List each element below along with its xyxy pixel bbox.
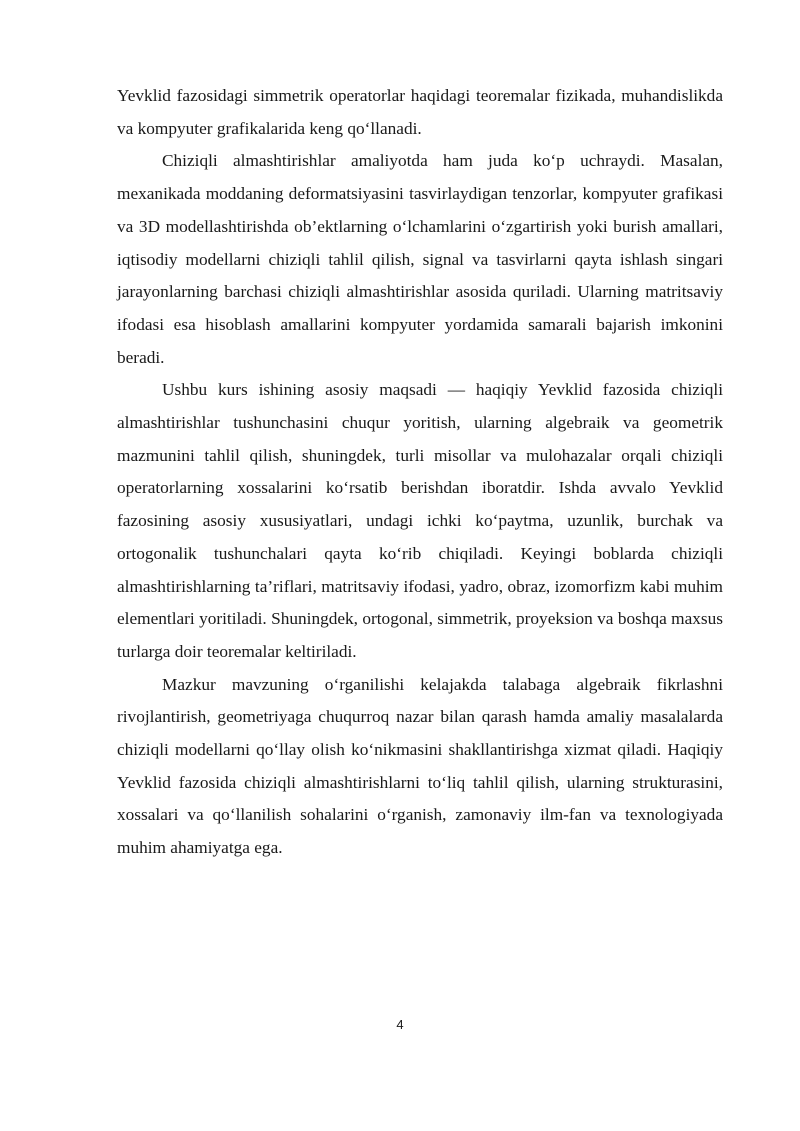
paragraph-course-goal: Ushbu kurs ishining asosiy maqsadi — haqiqiy Yevklid fazosida chiziqli almashtirishlar tushunchasini chuqur yoritish, ularning algebraik va geometrik mazmunini tahlil qilish, shuningdek, turli misollar va mulohazalar orqali chiziqli operatorlarning xossalarini ko‘rsatib berishdan iboratdir. Ishda avvalo Yevklid fazosining asosiy xususiyatlari, undagi ichki ko‘paytma, uzunlik, burchak va ortogonalik tushunchalari qayta ko‘rib chiqiladi. Keyingi boblarda chiziqli almashtirishlarning ta’riflari, matritsaviy ifodasi, yadro, obraz, izomorfizm kabi muhim elementlari yoritiladi. Shuningdek, ortogonal, simmetrik, proyeksion va boshqa maxsus turlarga doir teoremalar keltiriladi. xyxy=(117,380,723,661)
paragraph-continued: Yevklid fazosidagi simmetrik operatorlar haqidagi teoremalar fizikada, muhandislikda va kompyuter grafikalarida keng qo‘llanadi. xyxy=(117,86,723,138)
paragraph-significance: Mazkur mavzuning o‘rganilishi kelajakda talabaga algebraik fikrlashni rivojlantirish, geometriyaga chuqurroq nazar bilan qarash hamda amaliy masalalarda chiziqli modellarni qo‘llay olish ko‘nikmasini shakllantirishga xizmat qiladi. Haqiqiy Yevklid fazosida chiziqli almashtirishlarni to‘liq tahlil qilish, ularning strukturasini, xossalari va qo‘llanilish sohalarini o‘rganish, zamonaviy ilm-fan va texnologiyada muhim ahamiyatga ega. xyxy=(117,674,723,858)
body-text xyxy=(117,80,723,865)
page-number: 4 xyxy=(396,1017,404,1032)
paragraph-applications: Chiziqli almashtirishlar amaliyotda ham juda ko‘p uchraydi. Masalan, mexanikada moddaning deformatsiyasini tasvirlaydigan tenzorlar, kompyuter grafikasi va 3D modellashtirishda ob’ektlarning o‘lchamlarini o‘zgartirish yoki burish amallari, iqtisodiy modellarni chiziqli tahlil qilish, signal va tasvirlarni qayta ishlash singari jarayonlarning barchasi chiziqli almashtirishlar asosida quriladi. Ularning matritsaviy ifodasi esa hisoblash amallarini kompyuter yordamida samarali bajarish imkonini beradi. xyxy=(117,151,723,367)
